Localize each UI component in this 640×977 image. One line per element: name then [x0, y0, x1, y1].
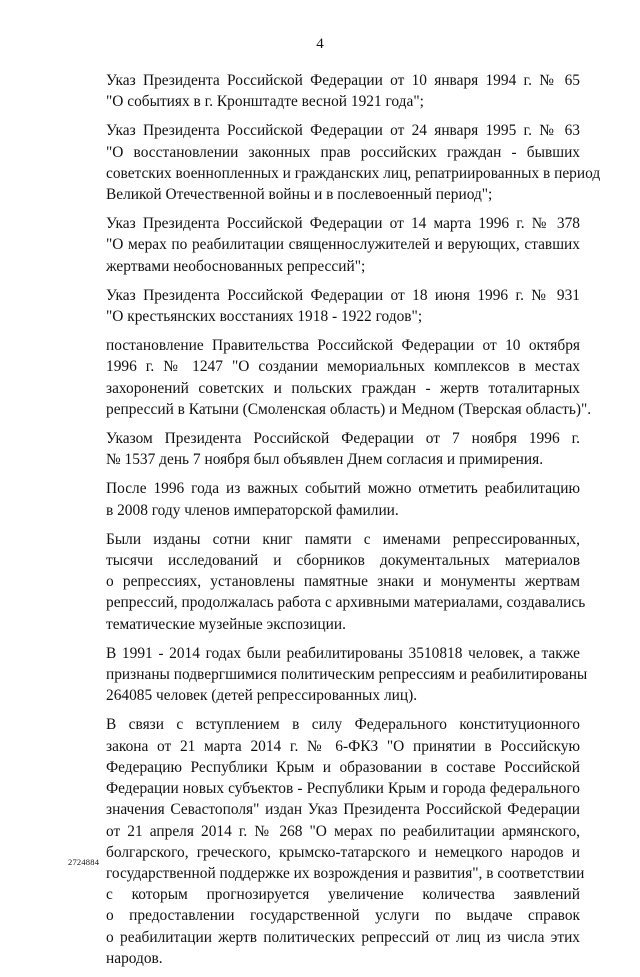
text-line: Указ Президента Российской Федерации от 18 июня 1996 г. № 931 [106, 286, 580, 304]
text-line: "О событиях в г. Кронштадте весной 1921 года"; [106, 93, 424, 111]
paragraph [68, 478, 580, 520]
text-line: государственной поддержке их возрождения и развития", в соответствии [106, 864, 585, 882]
paragraph [68, 714, 585, 968]
text-line: о предоставлении государственной услуги по выдаче справок [106, 907, 580, 925]
document-body [68, 70, 601, 977]
text-line: закона от 21 марта 2014 г. № 6-ФКЗ "О принятии в Российскую [106, 737, 580, 755]
text-line: репрессий, продолжалась работа с архивными материалами, создавались [106, 594, 586, 612]
paragraph [68, 120, 601, 205]
text-line: Были изданы сотни книг памяти с именами репрессированных, [106, 530, 580, 548]
text-line: Указом Президента Российской Федерации от 7 ноября 1996 г. [106, 430, 580, 448]
document-code: 2724884 [68, 857, 100, 867]
text-line: Указ Президента Российской Федерации от 10 января 1994 г. № 65 [106, 72, 580, 89]
text-line: Федерации новых субъектов - Республики Крым и города федерального [106, 780, 580, 798]
text-line: о репрессиях, установлены памятные знаки и монументы жертвам [106, 573, 580, 591]
text-line: В 1991 - 2014 годах были реабилитированы 3510818 человек, а также [106, 644, 580, 662]
text-line: народов. [106, 949, 163, 967]
text-line: В связи с вступлением в силу Федерального конституционного [106, 716, 580, 734]
text-line: репрессий в Катыни (Смоленская область) и Медном (Тверская область)". [106, 400, 592, 418]
text-line: 1996 г. № 1247 "О создании мемориальных комплексов в местах [106, 358, 580, 376]
text-line: Великой Отечественной войны и в послевоенный период"; [106, 186, 493, 204]
text-line: советских военнопленных и гражданских лиц, репатриированных в период [106, 164, 601, 182]
text-line: захоронений советских и польских граждан - жертв тоталитарных [106, 379, 580, 397]
paragraph [68, 335, 592, 420]
paragraph [68, 70, 580, 112]
text-line: от 21 апреля 2014 г. № 268 "О мерах по реабилитации армянского, [106, 822, 580, 840]
text-line: № 1537 день 7 ноября был объявлен Днем согласия и примирения. [106, 451, 544, 469]
text-line: тематические музейные экспозиции. [106, 615, 346, 633]
page-number: 4 [316, 36, 324, 52]
text-line: в 2008 году членов императорской фамилии. [106, 501, 399, 519]
text-line: Указ Президента Российской Федерации от 14 марта 1996 г. № 378 [106, 215, 580, 233]
text-line: постановление Правительства Российской Федерации от 10 октября [106, 337, 580, 355]
text-line: болгарского, греческого, крымско-татарского и немецкого народов и [106, 843, 580, 861]
paragraph [68, 529, 586, 635]
paragraph [68, 285, 580, 327]
text-line: с которым прогнозируется увеличение количества заявлений [106, 886, 580, 904]
text-line: "О мерах по реабилитации священнослужителей и верующих, ставших [106, 236, 580, 254]
paragraph [68, 643, 588, 707]
paragraph [68, 213, 580, 277]
text-line: "О восстановлении законных прав российских граждан - бывших [106, 143, 580, 161]
text-line: о реабилитации жертв политических репрессий от лиц из числа этих [106, 928, 580, 946]
text-line: Указ Президента Российской Федерации от 24 января 1995 г. № 63 [106, 122, 580, 140]
text-line: После 1996 года из важных событий можно отметить реабилитацию [106, 480, 580, 498]
text-line: тысячи исследований и сборников документальных материалов [106, 552, 580, 570]
paragraph [68, 428, 580, 470]
text-line: значения Севастополя" издан Указ Президента Российской Федерации [106, 801, 580, 819]
text-line: признаны подвергшимися политическим репрессиям и реабилитированы [106, 666, 588, 684]
text-line: 264085 человек (детей репрессированных лиц). [106, 687, 418, 705]
text-line: "О крестьянских восстаниях 1918 - 1922 годов"; [106, 308, 423, 326]
text-line: жертвами необоснованных репрессий"; [106, 257, 366, 275]
text-line: Федерацию Республики Крым и образовании в составе Российской [106, 758, 580, 776]
